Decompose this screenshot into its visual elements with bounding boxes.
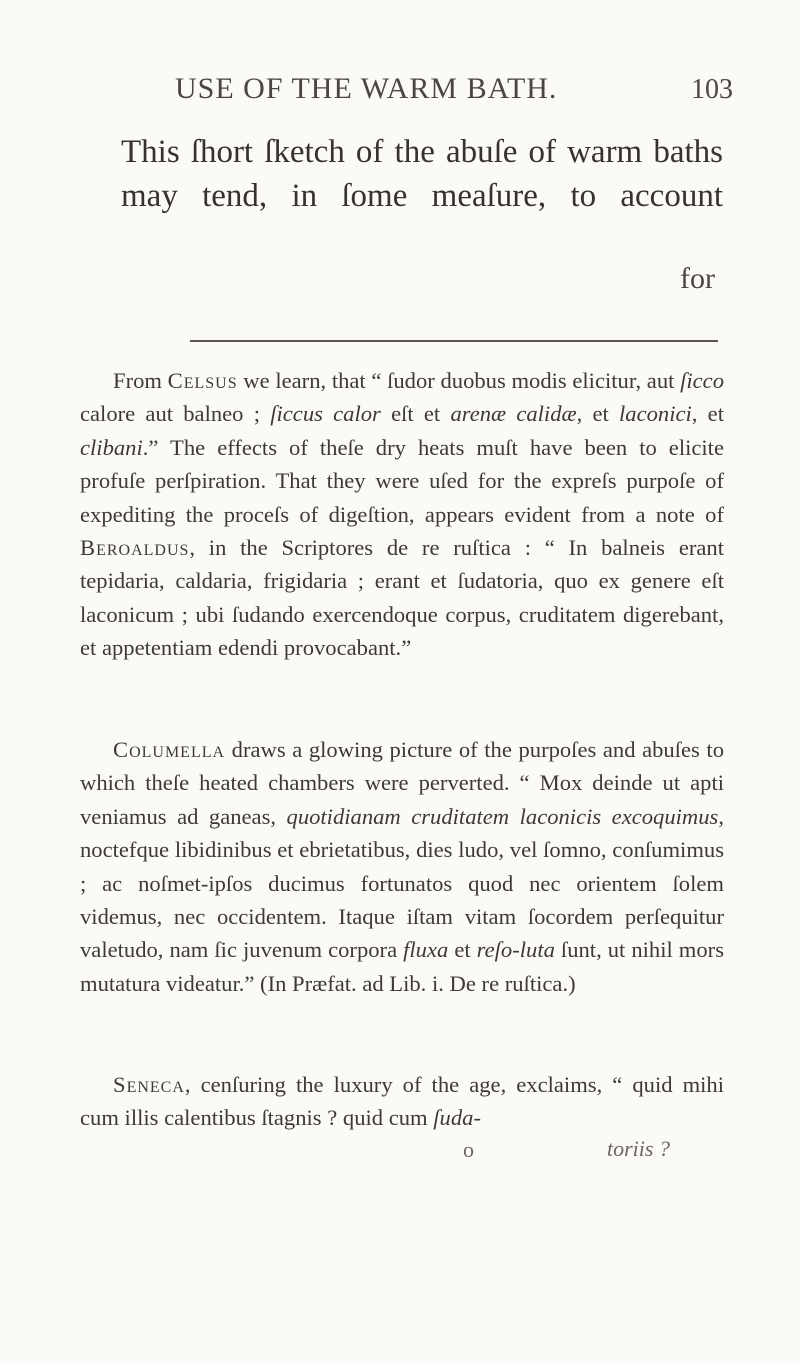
author-name: Beroaldus	[80, 535, 190, 561]
running-title: USE OF THE WARM BATH.	[175, 72, 558, 105]
author-name: Celsus	[167, 368, 238, 393]
footnote-seneca	[80, 1068, 724, 1135]
running-head	[0, 72, 800, 112]
footnote-celsus	[80, 364, 724, 665]
author-name: Columella	[113, 737, 226, 762]
footnote-rule	[190, 340, 718, 342]
catchword: for	[680, 262, 715, 295]
footnote-paragraph: From Celsus we learn, that “ ſudor duobus modis elicitur, aut ſicco calore aut balneo ; ſiccus calor eſt et arenæ calidæ, et laconici, et clibani.” The effects of theſe dry heats muſt have been to elicite profuſe perſpiration. That they were uſed for the expreſs purpoſe of expediting the proceſs of digeſtion, appears evident from a note of Beroaldus, in the Scriptores de re ruſtica : “ In balneis erant tepidaria, caldaria, frigidaria ; erant et ſudatoria, quo ex genere eſt laconicum ; ubi ſudando exercendoque corpus, cruditatem digerebant, et appetentiam edendi provocabant.”	[80, 368, 724, 661]
main-paragraph: This ſhort ſketch of the abuſe of warm baths may tend, in ſome meaſure, to account	[121, 134, 723, 214]
footnote-paragraph: Columella draws a glowing picture of the purpoſes and abuſes to which theſe heated chambers were perverted. “ Mox deinde ut apti veniamus ad ganeas, quotidianam cruditatem laconicis excoquimus, noctefque libidinibus et ebrietatibus, dies ludo, vel ſomno, conſumimus ; ac noſmet-ipſos ducimus fortunatos quod nec orientem ſolem videmus, nec occidentem. Itaque iſtam vitam ſocordem perſequitur valetudo, nam ſic juvenum corpora fluxa et reſo-luta ſunt, ut nihil mors mutatura videatur.” (In Præfat. ad Lib. i. De re ruſtica.)	[80, 737, 724, 996]
footnote-catchword: toriis ?	[607, 1136, 670, 1161]
page-number: 103	[691, 74, 733, 105]
signature-mark: o	[463, 1137, 474, 1162]
author-name: Seneca	[113, 1072, 185, 1097]
footnote-columella	[80, 733, 724, 1000]
footnote-paragraph: Seneca, cenſuring the luxury of the age, exclaims, “ quid mihi cum illis calentibus ſtagnis ? quid cum ſuda-	[80, 1072, 724, 1131]
main-text	[121, 130, 723, 218]
